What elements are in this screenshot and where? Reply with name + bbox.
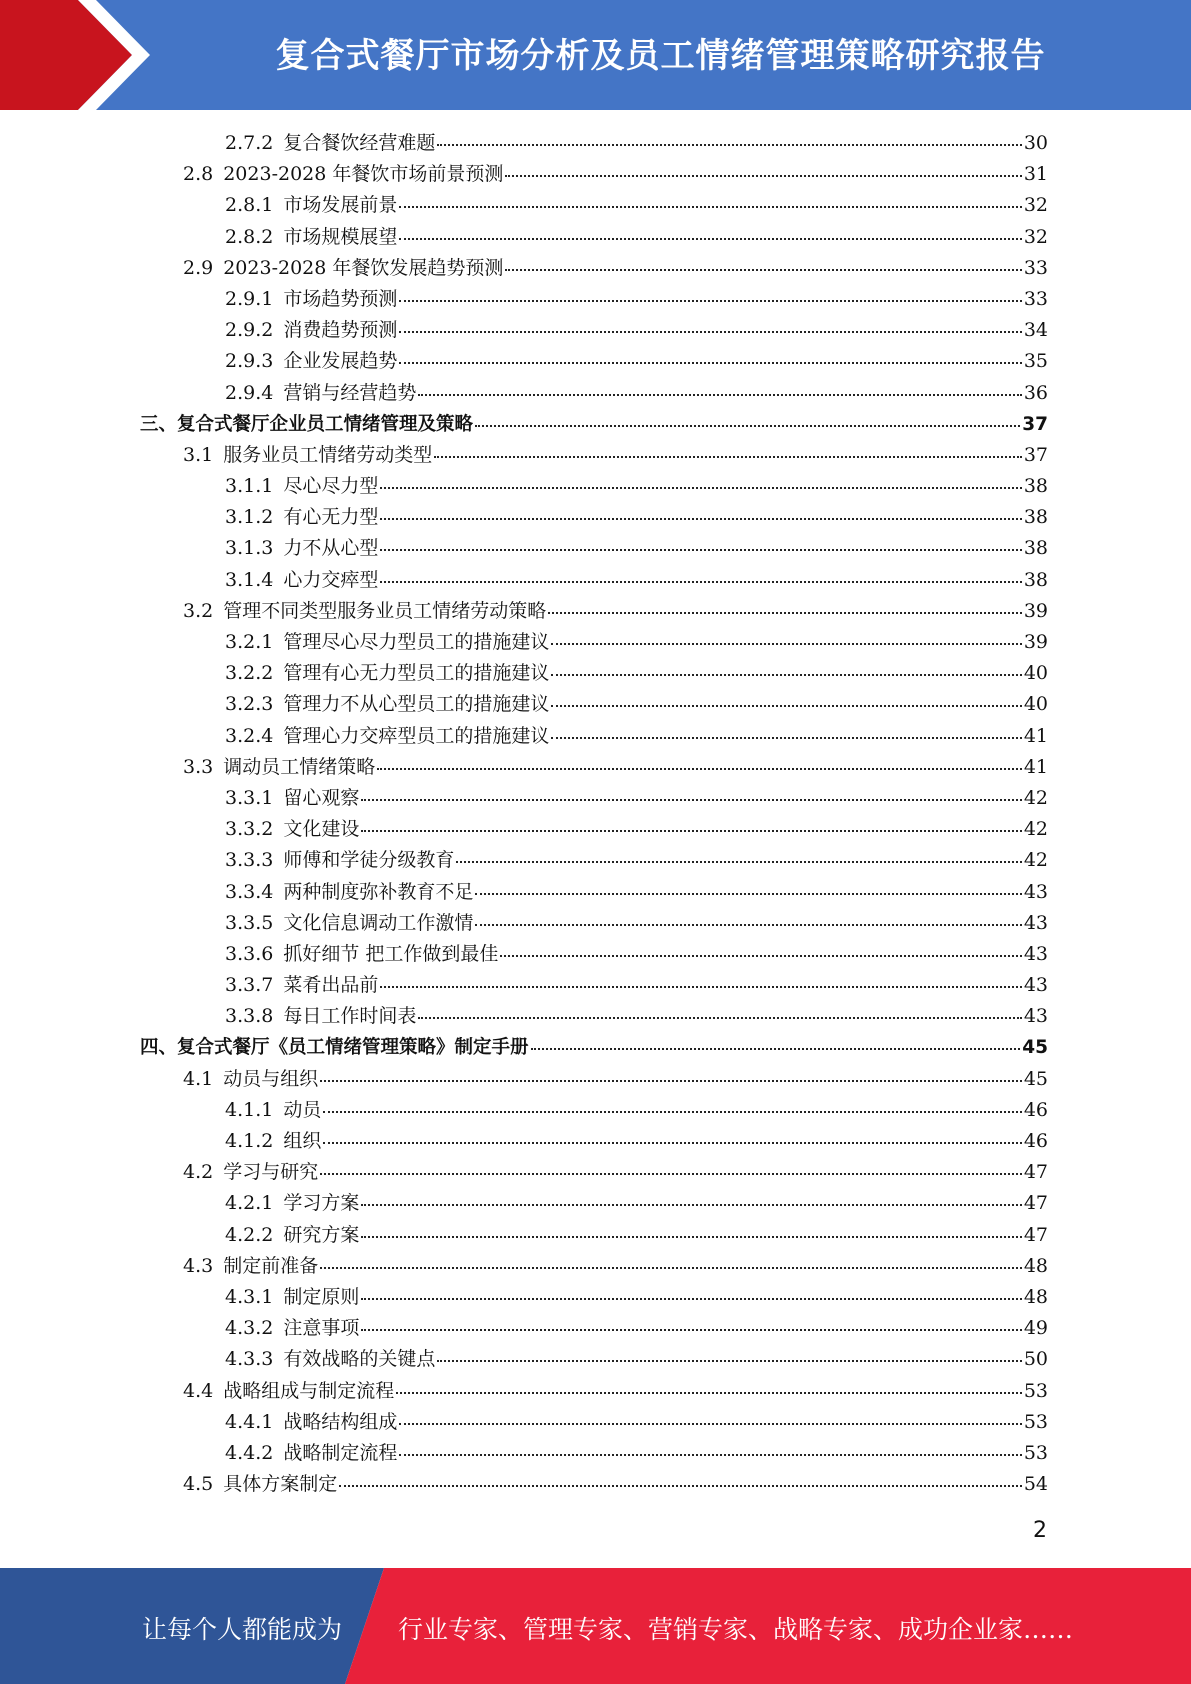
toc-entry[interactable] [140,1095,1048,1126]
toc-entry-number: 3.3.6 [225,942,274,965]
toc-dot-leader [551,705,1021,707]
toc-entry[interactable] [140,159,1048,190]
toc-entry-title: 师傅和学徒分级教育 [283,849,455,872]
toc-entry-number: 3.1.3 [225,537,274,560]
toc-entry-page: 37 [1023,443,1048,466]
toc-dot-leader [361,1329,1021,1331]
toc-entry[interactable] [140,1407,1048,1438]
toc-dot-leader [418,1017,1021,1019]
toc-entry-number: 3.3.8 [225,1005,274,1028]
toc-entry[interactable] [140,190,1048,221]
toc-dot-leader [380,986,1021,988]
toc-entry-title: 两种制度弥补教育不足 [283,880,474,903]
toc-entry-number: 3.3.3 [225,849,274,872]
toc-dot-leader [380,549,1021,551]
toc-dot-leader [399,206,1021,208]
toc-entry-title: 市场趋势预测 [283,287,398,310]
toc-dot-leader [361,830,1021,832]
toc-entry-title: 复合式餐厅企业员工情绪管理及策略 [177,413,474,435]
toc-dot-leader [418,394,1021,396]
toc-entry-number: 3.3 [183,755,214,778]
toc-entry-title: 市场发展前景 [283,194,398,217]
toc-dot-leader [320,1080,1022,1082]
toc-dot-leader [399,362,1021,364]
toc-entry-title: 动员与组织 [223,1067,319,1090]
toc-entry-page: 48 [1023,1285,1048,1308]
toc-entry-title: 注意事项 [283,1317,360,1340]
toc-entry-number: 4.2.2 [225,1223,274,1246]
toc-entry-number: 三、 [140,413,178,435]
toc-entry-number: 4.3.2 [225,1317,274,1340]
toc-entry[interactable] [140,689,1048,720]
toc-entry-title: 战略结构组成 [283,1410,398,1433]
toc-entry-title: 管理心力交瘁型员工的措施建议 [283,724,550,747]
toc-entry-title: 消费趋势预测 [283,319,398,342]
toc-dot-leader [456,861,1021,863]
toc-dot-leader [505,269,1021,271]
toc-entry-number: 3.3.2 [225,818,274,841]
toc-entry[interactable] [140,284,1048,315]
toc-entry-number: 2.9.2 [225,319,274,342]
toc-dot-leader [377,768,1022,770]
toc-entry-page: 53 [1023,1379,1048,1402]
toc-entry[interactable] [140,315,1048,346]
toc-dot-leader [437,144,1021,146]
toc-entry-number: 4.2.1 [225,1192,274,1215]
toc-entry-title: 研究方案 [283,1223,360,1246]
table-of-contents [140,128,1048,1500]
toc-entry-title: 抓好细节 把工作做到最佳 [283,942,499,965]
toc-entry[interactable] [140,253,1048,284]
toc-entry-title: 每日工作时间表 [283,1005,417,1028]
toc-entry[interactable] [140,471,1048,502]
toc-entry-page: 45 [1023,1067,1048,1090]
toc-entry-number: 3.2.3 [225,693,274,716]
toc-entry-title: 文化信息调动工作激情 [283,911,474,934]
toc-entry[interactable] [140,378,1048,409]
toc-entry[interactable] [140,502,1048,533]
toc-entry-page: 47 [1023,1161,1048,1184]
toc-dot-leader [475,924,1021,926]
toc-entry-title: 管理力不从心型员工的措施建议 [283,693,550,716]
toc-dot-leader [399,1423,1021,1425]
toc-dot-leader [399,331,1021,333]
toc-entry-page: 43 [1023,880,1048,903]
toc-entry-page: 34 [1023,319,1048,342]
toc-entry-title: 力不从心型 [283,537,379,560]
toc-dot-leader [361,1204,1021,1206]
toc-entry-title: 战略组成与制定流程 [223,1379,395,1402]
toc-dot-leader [399,1454,1021,1456]
toc-entry[interactable] [140,1469,1048,1500]
toc-entry-number: 4.1.1 [225,1098,274,1121]
toc-entry-page: 36 [1023,381,1048,404]
toc-entry[interactable] [140,1313,1048,1344]
toc-dot-leader [339,1485,1022,1487]
toc-entry-number: 4.3.3 [225,1348,274,1371]
toc-entry-page: 50 [1023,1348,1048,1371]
toc-entry[interactable] [140,908,1048,939]
toc-entry-number: 4.4.1 [225,1410,274,1433]
toc-entry[interactable] [140,783,1048,814]
toc-dot-leader [399,300,1021,302]
footer-slogan-left: 让每个人都能成为 [142,1615,343,1644]
toc-entry-page: 30 [1023,132,1048,154]
toc-entry-title: 企业发展趋势 [283,350,398,373]
report-title: 复合式餐厅市场分析及员工情绪管理策略研究报告 [275,36,1046,76]
toc-entry-number: 2.8 [183,163,214,186]
toc-entry[interactable] [140,409,1048,440]
toc-entry[interactable] [140,565,1048,596]
toc-entry-number: 2.9.4 [225,381,274,404]
toc-entry-page: 35 [1023,350,1048,373]
toc-entry-page: 32 [1023,225,1048,248]
toc-entry-title: 有效战略的关键点 [283,1348,436,1371]
toc-dot-leader [434,456,1022,458]
toc-entry-page: 38 [1023,568,1048,591]
toc-entry-page: 38 [1023,475,1048,498]
toc-entry-number: 4.3.1 [225,1285,274,1308]
toc-dot-leader [551,737,1021,739]
toc-dot-leader [380,581,1021,583]
toc-entry-page: 46 [1023,1098,1048,1121]
toc-entry-title: 战略制定流程 [283,1441,398,1464]
toc-entry-page: 42 [1023,818,1048,841]
toc-entry-page: 43 [1023,942,1048,965]
toc-entry[interactable] [140,1251,1048,1282]
toc-entry-number: 3.1.4 [225,568,274,591]
toc-entry-page: 48 [1023,1254,1048,1277]
toc-entry-page: 41 [1023,755,1048,778]
toc-entry[interactable] [140,658,1048,689]
toc-entry[interactable] [140,1282,1048,1313]
toc-entry-title: 市场规模展望 [283,225,398,248]
toc-entry-title: 制定前准备 [223,1254,319,1277]
toc-entry-number: 4.5 [183,1473,214,1496]
toc-entry-number: 3.2 [183,599,214,622]
toc-entry-number: 2.9 [183,256,214,279]
toc-dot-leader [380,487,1021,489]
toc-entry-page: 33 [1023,287,1048,310]
toc-dot-leader [551,674,1021,676]
toc-dot-leader [551,643,1021,645]
toc-entry-page: 31 [1023,163,1048,186]
toc-dot-leader [380,518,1021,520]
toc-entry[interactable] [140,970,1048,1001]
toc-entry-number: 3.2.2 [225,662,274,685]
toc-entry-title: 学习方案 [283,1192,360,1215]
toc-dot-leader [396,1392,1022,1394]
toc-entry-number: 2.8.1 [225,194,274,217]
toc-entry-title: 复合式餐厅《员工情绪管理策略》制定手册 [177,1037,529,1059]
toc-entry-page: 49 [1023,1317,1048,1340]
toc-entry-page: 33 [1023,256,1048,279]
toc-entry[interactable] [140,752,1048,783]
toc-entry-number: 4.3 [183,1254,214,1277]
toc-dot-leader [361,799,1021,801]
toc-entry-number: 2.9.1 [225,287,274,310]
toc-entry-title: 管理尽心尽力型员工的措施建议 [283,631,550,653]
toc-entry-page: 47 [1023,1223,1048,1246]
footer-banner [0,1568,1191,1684]
toc-entry[interactable] [140,1438,1048,1469]
toc-dot-leader [323,1142,1021,1144]
toc-entry-page: 42 [1023,849,1048,872]
toc-entry-title: 组织 [283,1130,322,1152]
toc-entry[interactable] [140,596,1048,627]
toc-entry-page: 43 [1023,911,1048,934]
toc-entry[interactable] [140,877,1048,908]
toc-dot-leader [548,612,1022,614]
toc-entry-number: 2.7.2 [225,132,274,154]
header-banner [0,0,1191,110]
toc-entry-title: 2023-2028 年餐饮市场前景预测 [223,163,504,186]
toc-entry[interactable] [140,1376,1048,1407]
toc-entry-title: 文化建设 [283,818,360,841]
toc-entry-title: 有心无力型 [283,506,379,529]
toc-entry-number: 4.4 [183,1379,214,1402]
toc-dot-leader [361,1298,1021,1300]
toc-entry-page: 39 [1023,631,1048,653]
toc-entry-page: 43 [1023,1005,1048,1028]
toc-entry-number: 四、 [140,1037,178,1059]
page-number: 2 [1033,1518,1047,1543]
toc-entry-number: 4.4.2 [225,1441,274,1464]
toc-entry-title: 复合餐饮经营难题 [283,132,436,154]
toc-entry-number: 3.1 [183,443,214,466]
toc-entry[interactable] [140,440,1048,471]
toc-entry[interactable] [140,346,1048,377]
toc-entry[interactable] [140,1126,1048,1157]
toc-entry-title: 心力交瘁型 [283,568,379,591]
toc-entry[interactable] [140,1064,1048,1095]
toc-entry[interactable] [140,1188,1048,1219]
toc-entry-page: 40 [1023,662,1048,685]
toc-entry-number: 3.1.2 [225,506,274,529]
toc-entry[interactable] [140,1032,1048,1063]
toc-entry-title: 留心观察 [283,786,360,809]
toc-entry[interactable] [140,128,1048,159]
toc-entry-page: 38 [1023,506,1048,529]
toc-entry-page: 32 [1023,194,1048,217]
toc-entry-number: 3.2.1 [225,631,274,653]
toc-entry-title: 管理有心无力型员工的措施建议 [283,662,550,685]
toc-dot-leader [361,1236,1021,1238]
toc-entry-title: 动员 [283,1098,322,1121]
toc-entry-page: 38 [1023,537,1048,560]
toc-entry-number: 3.3.4 [225,880,274,903]
toc-entry-title: 菜肴出品前 [283,974,379,997]
toc-entry-number: 3.1.1 [225,475,274,498]
toc-dot-leader [399,238,1021,240]
toc-entry-page: 46 [1023,1130,1048,1152]
toc-entry-number: 2.9.3 [225,350,274,373]
toc-entry-number: 3.3.5 [225,911,274,934]
toc-dot-leader [475,893,1021,895]
toc-entry-page: 39 [1023,599,1048,622]
toc-entry-number: 3.3.7 [225,974,274,997]
toc-dot-leader [505,175,1021,177]
toc-entry[interactable] [140,1157,1048,1188]
toc-entry[interactable] [140,939,1048,970]
toc-entry-page: 37 [1022,413,1048,435]
toc-entry-title: 2023-2028 年餐饮发展趋势预测 [223,256,504,279]
toc-entry-number: 4.1 [183,1067,214,1090]
toc-entry-page: 40 [1023,693,1048,716]
toc-entry[interactable] [140,1220,1048,1251]
toc-entry[interactable] [140,1001,1048,1032]
toc-entry-page: 53 [1023,1410,1048,1433]
toc-dot-leader [437,1360,1021,1362]
toc-entry[interactable] [140,1344,1048,1375]
toc-entry-page: 45 [1022,1037,1048,1059]
toc-entry-number: 3.2.4 [225,724,274,747]
toc-entry-title: 调动员工情绪策略 [223,755,376,778]
toc-entry-number: 2.8.2 [225,225,274,248]
toc-dot-leader [500,955,1021,957]
toc-entry-page: 43 [1023,974,1048,997]
toc-entry[interactable] [140,814,1048,845]
toc-entry[interactable] [140,845,1048,876]
toc-entry[interactable] [140,627,1048,658]
toc-dot-leader [320,1173,1022,1175]
toc-entry[interactable] [140,533,1048,564]
toc-entry-title: 营销与经营趋势 [283,381,417,404]
toc-dot-leader [320,1267,1022,1269]
toc-dot-leader [475,425,1020,427]
toc-dot-leader [323,1111,1021,1113]
footer-slogan-right: 行业专家、管理专家、营销专家、战略专家、成功企业家…… [398,1615,1074,1644]
toc-entry-number: 4.1.2 [225,1130,274,1152]
toc-entry-page: 42 [1023,786,1048,809]
toc-dot-leader [531,1048,1021,1050]
toc-entry-title: 具体方案制定 [223,1473,338,1496]
toc-entry-page: 53 [1023,1441,1048,1464]
toc-entry-number: 3.3.1 [225,786,274,809]
toc-entry-page: 41 [1023,724,1048,747]
toc-entry-title: 管理不同类型服务业员工情绪劳动策略 [223,599,547,622]
toc-entry-number: 4.2 [183,1161,214,1184]
toc-entry-title: 学习与研究 [223,1161,319,1184]
toc-entry[interactable] [140,721,1048,752]
toc-entry-title: 制定原则 [283,1285,360,1308]
toc-entry-title: 服务业员工情绪劳动类型 [223,443,433,466]
toc-entry[interactable] [140,222,1048,253]
toc-entry-title: 尽心尽力型 [283,475,379,498]
toc-entry-page: 54 [1023,1473,1048,1496]
toc-entry-page: 47 [1023,1192,1048,1215]
